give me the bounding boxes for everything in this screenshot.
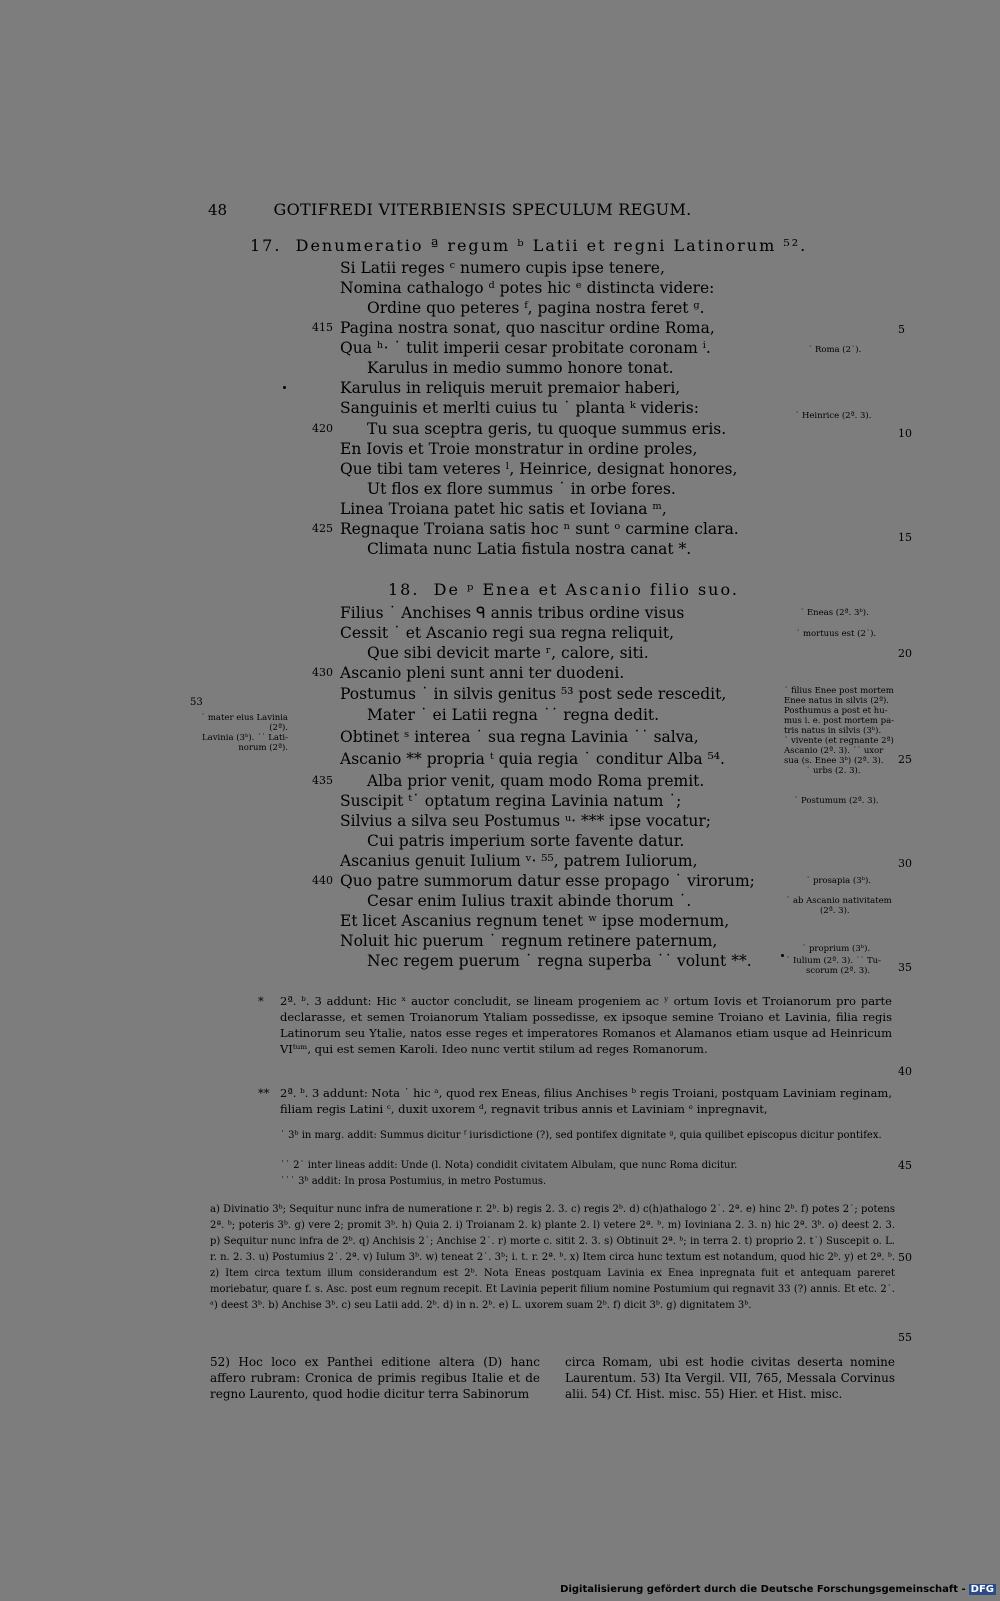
verse-line: Nomina cathalogo ᵈ potes hic ᵉ distincta videre: <box>340 279 715 297</box>
verse-line: Et licet Ascanius regnum tenet ʷ ipse modernum, <box>340 912 730 930</box>
margin-note: ˙ mortuus est (2˙). <box>796 629 877 639</box>
verse-line: Ordine quo peteres ᶠ, pagina nostra feret ᵍ. <box>367 299 705 317</box>
margin-note: scorum (2ª. 3). <box>806 966 871 976</box>
verse-line: Karulus in medio summo honore tonat. <box>367 359 674 377</box>
apparatus-note: ˙ 3ᵇ in marg. addit: Summus dicitur ᶠ iurisdictione (?), sed pontifex dignitate ᵍ, quia quilibet episcopus dicitur pontifex. <box>280 1130 882 1141</box>
line-number: 30 <box>898 857 912 870</box>
section-18-title: De ᵖ Enea et Ascanio filio suo. <box>433 580 739 599</box>
line-number: 15 <box>898 531 912 544</box>
verse-line: 425 Regnaque Troiana satis hoc ⁿ sunt ᵒ carmine clara. <box>340 519 739 539</box>
verse-line: 420 Tu sua sceptra geris, tu quoque summus eris. <box>367 419 726 439</box>
verse-line: Filius ˙ Anchises ᑫ annis tribus ordine visus <box>340 604 685 622</box>
line-number: 50 <box>898 1251 912 1264</box>
verse-line: Cessit ˙ et Ascanio regi sua regna reliquit, <box>340 624 674 642</box>
footnotes-left: 52) Hoc loco ex Panthei editione altera (D) hanc affero rubram: Cronica de primis regibus Italie et de regno Laurento, quod hodie dicitur terra Sabinorum <box>210 1355 540 1401</box>
apparatus-note: ˙˙ 2˙ inter lineas addit: Unde (l. Nota) condidit civitatem Albulam, que nunc Roma dicitur. <box>280 1160 738 1171</box>
margin-note: ˙ Postumum (2ª. 3). <box>794 796 879 806</box>
margin-note: Posthumus a post et hu- <box>784 706 888 716</box>
verse-line: Que sibi devicit marte ʳ, calore, siti. <box>367 644 649 662</box>
verse-line: Nec regem puerum ˙ regna superba ˙˙ volunt **. <box>367 952 752 970</box>
verse-line: Sanguinis et merlti cuius tu ˙ planta ᵏ videris: <box>340 399 699 417</box>
margin-note: ˙ prosapia (3ᵇ). <box>806 876 872 886</box>
verse-line: Cui patris imperium sorte favente datur. <box>367 832 685 850</box>
apparatus-note: ** 2ª. ᵇ. 3 addunt: Nota ˙ hic ᵃ, quod rex Eneas, filius Anchises ᵇ regis Troiani, postquam Laviniam reginam, filiam regis Latini ᶜ, duxit uxorem ᵈ, regnavit tribus annis et Laviniam ᵉ inpregnavit, <box>258 1086 892 1116</box>
margin-note: ˙ Heinrice (2ª. 3). <box>795 411 872 421</box>
dfg-logo: DFG <box>970 1584 994 1595</box>
margin-note: Ascanio (2ª. 3). ˙˙ uxor <box>784 746 884 756</box>
left-margin-number: 53 <box>190 697 203 708</box>
verse-number: 435 <box>312 774 333 787</box>
verse-line: Linea Troiana patet hic satis et Ioviana ᵐ, <box>340 500 667 518</box>
margin-note: mus i. e. post mortem pa- <box>784 716 895 726</box>
margin-note: ˙ Iulium (2ª. 3). ˙˙ Tu- <box>786 956 881 966</box>
footnotes-right: circa Romam, ubi est hodie civitas deserta nomine Laurentum. 53) Ita Vergil. VII, 765, Messala Corvinus alii. 54) Cf. Hist. misc. 55) Hier. et Hist. misc. <box>565 1355 895 1401</box>
verse-line: Climata nunc Latia fistula nostra canat *. <box>367 540 692 558</box>
verse-line: Silvius a silva seu Postumus ᵘ· *** ipse vocatur; <box>340 812 711 830</box>
margin-note: sua (s. Enee 3ᵇ) (2ª. 3). <box>784 756 884 766</box>
verse-line: Qua ʰ· ˙ tulit imperii cesar probitate coronam ⁱ. <box>340 339 711 357</box>
speck <box>781 954 784 957</box>
line-number: 40 <box>898 1065 912 1078</box>
verse-line: Que tibi tam veteres ˡ, Heinrice, designat honores, <box>340 460 738 478</box>
line-number: 45 <box>898 1159 912 1172</box>
verse-line: 435 Alba prior venit, quam modo Roma premit. <box>367 771 704 791</box>
verse-line: Suscipit ᵗ˙ optatum regina Lavinia natum ˙; <box>340 792 682 810</box>
apparatus-note: ˙˙˙ 3ᵇ addit: In prosa Postumius, in metro Postumus. <box>280 1176 547 1187</box>
verse-number: 440 <box>312 874 333 887</box>
margin-note: ˙ urbs (2. 3). <box>806 766 861 776</box>
verse-line: Mater ˙ ei Latii regna ˙˙ regna dedit. <box>367 706 660 724</box>
margin-note: ˙ proprium (3ᵇ). <box>802 944 871 954</box>
margin-note: ˙ mater eius Lavinia (2ª). Lavinia (3ᵇ). ˙˙ Lati- norum (2ª). <box>200 713 288 753</box>
page-header <box>208 200 748 219</box>
margin-note: (2ª. 3). <box>820 906 850 916</box>
page-title: GOTIFREDI VITERBIENSIS SPECULUM REGUM. <box>273 200 692 219</box>
verse-line: Si Latii reges ᶜ numero cupis ipse tenere, <box>340 259 665 277</box>
verse-number: 425 <box>312 522 333 535</box>
section-17-heading: 17. Denumeratio ª regum ᵇ Latii et regni Latinorum ⁵². <box>250 236 808 255</box>
verse-line: Ascanio ** propria ᵗ quia regia ˙ conditur Alba ⁵⁴. <box>340 750 725 768</box>
verse-line: En Iovis et Troie monstratur in ordine proles, <box>340 440 698 458</box>
section-17-title: Denumeratio ª regum ᵇ Latii et regni Latinorum ⁵². <box>295 236 808 255</box>
margin-note: ˙ ab Ascanio nativitatem <box>786 896 892 906</box>
margin-note: ˙ Eneas (2ª. 3ᵇ). <box>800 608 869 618</box>
footer-credit: Digitalisierung gefördert durch die Deutsche Forschungsgemeinschaft - DFG <box>560 1584 994 1595</box>
apparatus-note: * 2ª. ᵇ. 3 addunt: Hic ˣ auctor concludit, se lineam progeniem ac ʸ ortum Iovis et Troianorum pro parte declarasse, et semen Troianorum Ytaliam possedisse, ex ipsoque semine Troiano et Lavinia, filia regis Latinorum seu Ytalie, natos esse reges et imperatores Romanos et Alamanos etiam usque ad Heinricum VIᵗᵘᵐ, qui est semen Karoli. Ideo nunc vertit stilum ad reges Romanorum. <box>258 994 892 1056</box>
margin-note: ˙ filius Enee post mortem <box>784 686 894 696</box>
verse-line: Ascanius genuit Iulium ᵛ· ⁵⁵, patrem Iuliorum, <box>340 852 698 870</box>
verse-line: 430 Ascanio pleni sunt anni ter duodeni. <box>340 663 624 683</box>
line-number: 55 <box>898 1331 912 1344</box>
verse-number: 430 <box>312 666 333 679</box>
page-number: 48 <box>208 201 228 219</box>
margin-note: ˙ Roma (2˙). <box>808 345 862 355</box>
verse-line: Noluit hic puerum ˙ regnum retinere paternum, <box>340 932 718 950</box>
speck <box>283 386 286 389</box>
line-number: 5 <box>898 323 905 336</box>
verse-line: Karulus in reliquis meruit premaior haberi, <box>340 379 681 397</box>
verse-line: 440 Quo patre summorum datur esse propago ˙ virorum; <box>340 871 755 891</box>
line-number: 10 <box>898 427 912 440</box>
section-18-heading: 18. De ᵖ Enea et Ascanio filio suo. <box>388 580 739 599</box>
margin-note: Enee natus in silvis (2ª). <box>784 696 889 706</box>
verse-number: 415 <box>312 321 333 334</box>
line-number: 35 <box>898 961 912 974</box>
margin-note: tris natus in silvis (3ᵇ). <box>784 726 882 736</box>
footnotes <box>210 1354 895 1402</box>
variant-readings: a) Divinatio 3ᵇ; Sequitur nunc infra de numeratione r. 2ᵇ. b) regis 2. 3. c) regis 2ᵇ. d) c(h)athalogo 2˙. 2ª. e) hinc 2ᵇ. f) potes 2˙; potens 2ª. ᵇ; poteris 3ᵇ. g) vere 2; promit 3ᵇ. h) Quia 2. i) Troianam 2. k) plante 2. l) vetere 2ª. ᵇ. m) Ioviniana 2. 3. n) hic 2ª. 3ᵇ. o) deest 2. 3. p) Sequitur nunc infra de 2ᵇ. q) Anchisis 2˙; Anchise 2˙. r) morte c. sitit 2. 3. s) Obtinuit 2ª. ᵇ; in terra 2. t) proprio 2. t˙) Suscepit o. L. r. n. 2. 3. u) Postumius 2˙. 2ª. v) Iulum 3ᵇ. w) teneat 2˙. 3ᵇ; i. t. r. 2ª. ᵇ. x) Item circa hunc textum est notandum, quod hic 2ᵇ. y) et 2ª. ᵇ. z) Item circa textum illum considerandum est 2ᵇ. Nota Eneas postquam Lavinia ex Enea inpregnata fuit et antequam pareret moriebatur, quare f. s. Asc. post eum regnum recepit. Et Lavinia peperit filium nomine Postumium qui regnavit 33 (?) annis. Et etc. 2˙. ᵃ) deest 3ᵇ. b) Anchise 3ᵇ. c) seu Latii add. 2ᵇ. d) in n. 2ᵇ. e) L. uxorem suam 2ᵇ. f) dicit 3ᵇ. g) dignitatem 3ᵇ. <box>210 1204 895 1311</box>
verse-line: Obtinet ˢ interea ˙ sua regna Lavinia ˙˙ salva, <box>340 728 699 746</box>
line-number: 20 <box>898 647 912 660</box>
verse-line: Cesar enim Iulius traxit abinde thorum ˙. <box>367 892 692 910</box>
line-number: 25 <box>898 753 912 766</box>
margin-note: ˙ vivente (et regnante 2ª) <box>784 736 894 746</box>
verse-line: Postumus ˙ in silvis genitus ⁵³ post sede rescedit, <box>340 685 727 703</box>
verse-line: 415 Pagina nostra sonat, quo nascitur ordine Roma, <box>340 318 715 338</box>
verse-number: 420 <box>312 422 333 435</box>
verse-line: Ut flos ex flore summus ˙ in orbe fores. <box>367 480 676 498</box>
